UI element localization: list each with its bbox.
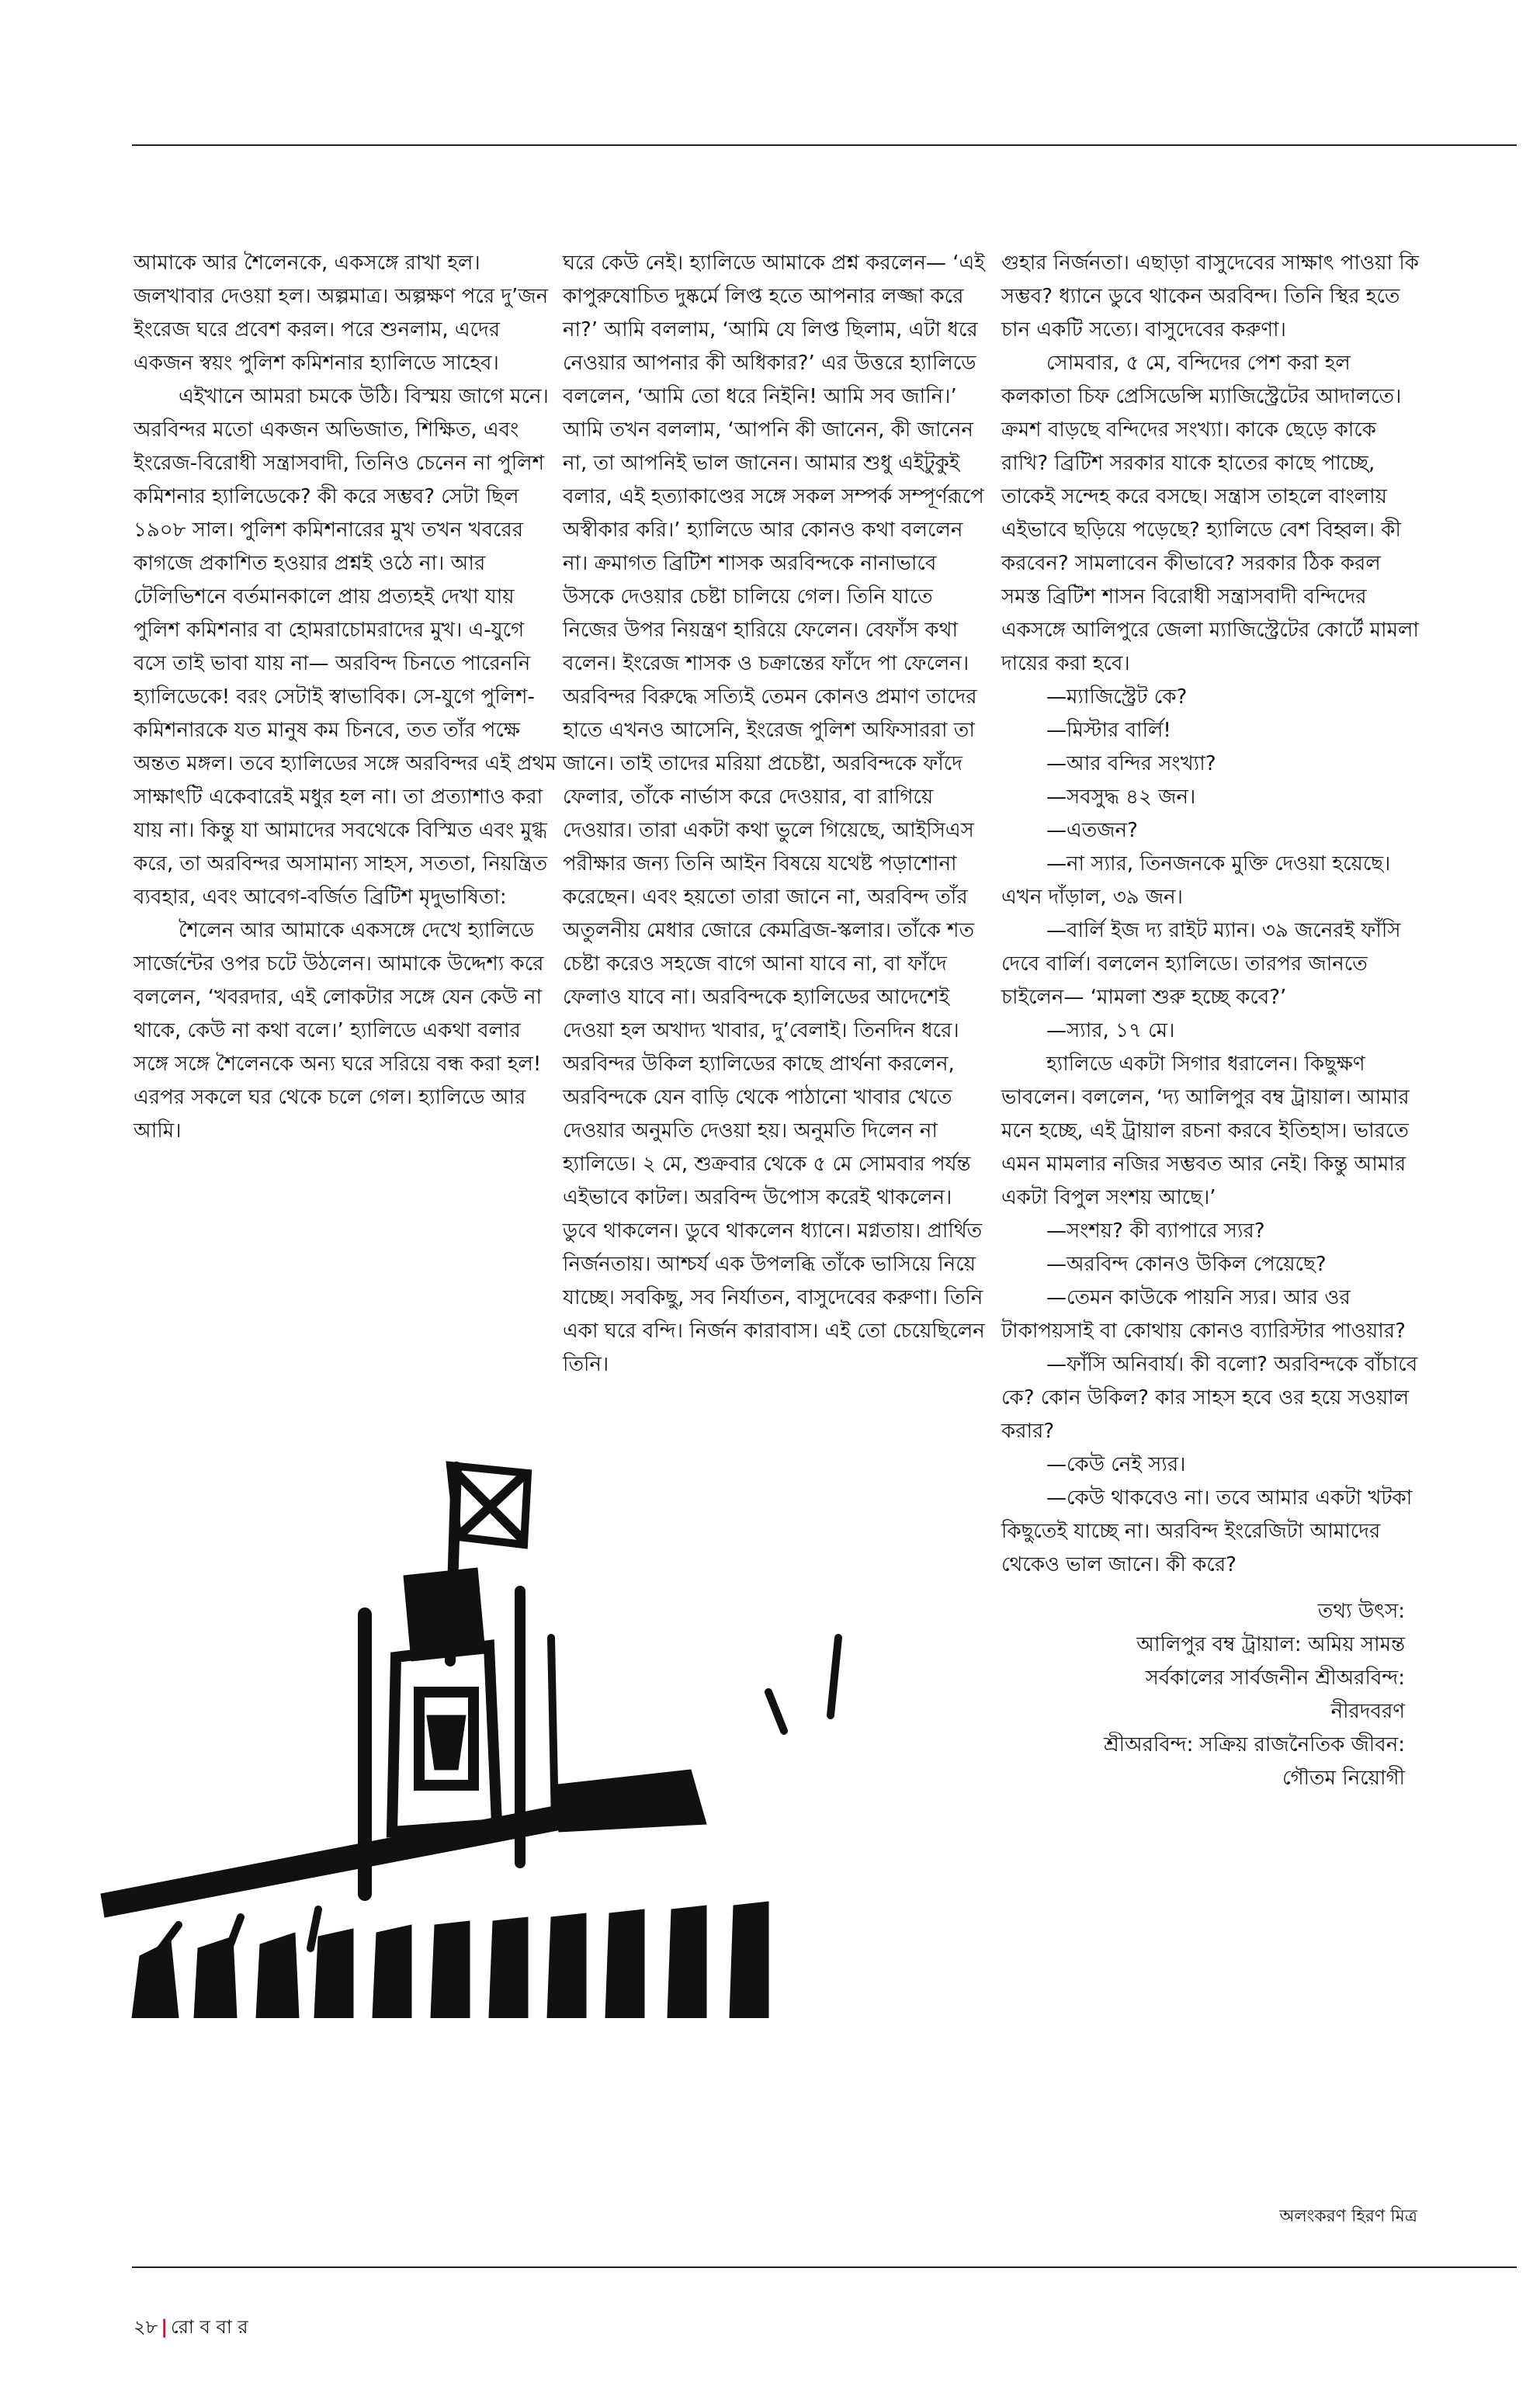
dialogue-line: —বার্লি ইজ দ্য রাইট ম্যান। ৩৯ জনেরই ফাঁসি দেবে বার্লি। বললেন হ্যালিডে। তারপর জানতে চাইলেন— ‘মামলা শুরু হচ্ছে কবে?’ [1001, 919, 1401, 1009]
ink-illustration [85, 1459, 854, 2018]
dialogue-line: —সবসুদ্ধ ৪২ জন। [1046, 786, 1196, 809]
sources-block [1001, 1595, 1405, 1795]
page-number: ২৮ [134, 2316, 158, 2338]
dialogue-line: —মিস্টার বার্লি! [1046, 719, 1171, 742]
dialogue-line: —অরবিন্দ কোনও উকিল পেয়েছে? [1046, 1253, 1327, 1276]
paragraph: এইখানে আমরা চমকে উঠি। বিস্ময় জাগে মনে। অরবিন্দর মতো একজন অভিজাত, শিক্ষিত, এবং ইংরেজ-বিরোধী সন্ত্রাসবাদী, তিনিও চেনেন না পুলিশ কমিশনার হ্যালিডেকে? কী করে সম্ভব? সেটা ছিল ১৯০৮ সাল। পুলিশ কমিশনারের মুখ তখন খবরের কাগজে প্রকাশিত হওয়ার প্রশ্নই ওঠে না। আর টেলিভিশনে বর্তমানকালে প্রায় প্রত্যহই দেখা যায় পুলিশ কমিশনার বা হোমরাচোমরাদের মুখ। এ-যুগে বসে তাই ভাবা যায় না— অরবিন্দ চিনতে পারেননি হ্যালিডেকে! বরং সেটাই স্বাভাবিক। সে-যুগে পুলিশ-কমিশনারকে যত মানুষ কম চিনবে, তত তাঁর পক্ষে অন্তত মঙ্গল। তবে হ্যালিডের সঙ্গে অরবিন্দর এই প্রথম সাক্ষাৎটি একেবারেই মধুর হল না। তা প্রত্যাশাও করা যায় না। কিন্তু যা আমাদের সবথেকে বিস্মিত এবং মুগ্ধ করে, তা অরবিন্দর অসামান্য সাহস, সততা, নিয়ন্ত্রিত ব্যবহার, এবং আবেগ-বর্জিত ব্রিটিশ মৃদুভাষিতা: [134, 385, 557, 909]
paragraph: শৈলেন আর আমাকে একসঙ্গে দেখে হ্যালিডে সার্জেন্টের ওপর চটে উঠলেন। আমাকে উদ্দেশ্য করে বললেন, ‘খবরদার, এই লোকটার সঙ্গে যেন কেউ না থাকে, কেউ না কথা বলে।’ হ্যালিডে একথা বলার সঙ্গে সঙ্গে শৈলেনকে অন্য ঘরে সরিয়ে বন্ধ করা হল! এরপর সকলে ঘর থেকে চলে গেল। হ্যালিডে আর আমি। [134, 919, 544, 1143]
paragraph: আমাকে আর শৈলেনকে, একসঙ্গে রাখা হল। জলখাবার দেওয়া হল। অল্পমাত্র। অল্পক্ষণ পরে দু’জন ইংরেজ ঘরে প্রবেশ করল। পরে শুনলাম, এদের একজন স্বয়ং পুলিশ কমিশনার হ্যালিডে সাহেব। [134, 251, 549, 375]
source-line: সর্বকালের সার্বজনীন শ্রীঅরবিন্দ: [1145, 1666, 1405, 1690]
dialogue-line: —তেমন কাউকে পায়নি স্যর। আর ওর টাকাপয়সাই বা কোথায় কোনও ব্যারিস্টার পাওয়ার? [1001, 1286, 1406, 1343]
dialogue-line: —স্যার, ১৭ মে। [1046, 1019, 1175, 1042]
dialogue-line: —ফাঁসি অনিবার্য। কী বলো? অরবিন্দকে বাঁচাবে কে? কোন উকিল? কার সাহস হবে ওর হয়ে সওয়াল করার? [1001, 1353, 1418, 1443]
source-line: শ্রীঅরবিন্দ: সক্রিয় রাজনৈতিক জীবন: [1104, 1733, 1405, 1757]
dialogue-line: —না স্যার, তিনজনকে মুক্তি দেওয়া হয়েছে। এখন দাঁড়াল, ৩৯ জন। [1001, 852, 1391, 909]
dialogue-line: —ম্যাজিস্ট্রেট কে? [1046, 685, 1188, 709]
footer-separator: | [161, 2316, 168, 2338]
paragraph: গুহার নির্জনতা। এছাড়া বাসুদেবের সাক্ষাৎ পাওয়া কি সম্ভব? ধ্যানে ডুবে থাকেন অরবিন্দ। তিনি স্থির হতে চান একটি সত্যে। বাসুদেবের করুণা। [1001, 251, 1419, 342]
magazine-name: রো ব বা র [170, 2316, 248, 2338]
article-column-1 [134, 247, 559, 1148]
article-column-3 [1001, 247, 1420, 1582]
paragraph: ঘরে কেউ নেই। হ্যালিডে আমাকে প্রশ্ন করলেন— ‘এই কাপুরুষোচিত দুষ্কর্মে লিপ্ত হতে আপনার লজ্জা করে না?’ আমি বললাম, ‘আমি যে লিপ্ত ছিলাম, এটা ধরে নেওয়ার আপনার কী অধিকার?’ এর উত্তরে হ্যালিডে বললেন, ‘আমি তো ধরে নিইনি! আমি সব জানি।’ আমি তখন বললাম, ‘আপনি কী জানেন, কী জানেন না, তা আপনিই ভাল জানেন। আমার শুধু এইটুকুই বলার, এই হত্যাকাণ্ডের সঙ্গে সকল সম্পর্ক সম্পূর্ণরূপে অস্বীকার করি।’ হ্যালিডে আর কোনও কথা বললেন না। ক্রমাগত ব্রিটিশ শাসক অরবিন্দকে নানাভাবে উসকে দেওয়ার চেষ্টা চালিয়ে গেল। তিনি যাতে নিজের উপর নিয়ন্ত্রণ হারিয়ে ফেলেন। বেফাঁস কথা বলেন। ইংরেজ শাসক ও চক্রান্তের ফাঁদে পা ফেলেন। অরবিন্দর বিরুদ্ধে সত্যিই তেমন কোনও প্রমাণ তাদের হাতে এখনও আসেনি, ইংরেজ পুলিশ অফিসাররা তা জানে। তাই তাদের মরিয়া প্রচেষ্টা, অরবিন্দকে ফাঁদে ফেলার, তাঁকে নার্ভাস করে দেওয়ার, বা রাগিয়ে দেওয়ার। তারা একটা কথা ভুলে গিয়েছে, আইসিএস পরীক্ষার জন্য তিনি আইন বিষয়ে যথেষ্ট পড়াশোনা করেছেন। এবং হয়তো তারা জানে না, অরবিন্দ তাঁর অতুলনীয় মেধার জোরে কেমব্রিজ-স্কলার। তাঁকে শত চেষ্টা করেও সহজে বাগে আনা যাবে না, বা ফাঁদে ফেলাও যাবে না। অরবিন্দকে হ্যালিডের আদেশেই দেওয়া হল অখাদ্য খাবার, দু’বেলাই। তিনদিন ধরে। অরবিন্দর উকিল হ্যালিডের কাছে প্রার্থনা করলেন, অরবিন্দকে যেন বাড়ি থেকে পাঠানো খাবার খেতে দেওয়ার অনুমতি দেওয়া হয়। অনুমতি দিলেন না হ্যালিডে। ২ মে, শুক্রবার থেকে ৫ মে সোমবার পর্যন্ত এইভাবে কাটল। অরবিন্দ উপোস করেই থাকলেন। ডুবে থাকলেন। ডুবে থাকলেন ধ্যানে। মগ্নতায়। প্রার্থিত নির্জনতায়। আশ্চর্য এক উপলব্ধি তাঁকে ভাসিয়ে নিয়ে যাচ্ছে। সবকিছু, সব নির্যাতন, বাসুদেবের করুণা। তিনি একা ঘরে বন্দি। নির্জন কারাবাস। এই তো চেয়েছিলেন তিনি। [563, 251, 985, 1376]
top-rule [132, 144, 1517, 146]
paragraph: হ্যালিডে একটা সিগার ধরালেন। কিছুক্ষণ ভাবলেন। বললেন, ‘দ্য আলিপুর বম্ব ট্রায়াল। আমার মনে হচ্ছে, এই ট্রায়াল রচনা করবে ইতিহাস। ভারতে এমন মামলার নজির সম্ভবত আর নেই। কিন্তু আমার একটা বিপুল সংশয় আছে।’ [1001, 1053, 1410, 1209]
sources-heading: তথ্য উৎস: [1317, 1600, 1405, 1623]
dialogue-line: —কেউ থাকবেও না। তবে আমার একটা খটকা কিছুতেই যাচ্ছে না। অরবিন্দ ইংরেজিটা আমাদের থেকেও ভাল জানে। কী করে? [1001, 1486, 1413, 1576]
dialogue-line: —কেউ নেই স্যর। [1046, 1453, 1186, 1476]
article-column-2 [563, 247, 986, 1382]
illustration-credit: অলংকরণ হিরণ মিত্র [1279, 2207, 1417, 2226]
bottom-rule [132, 2266, 1517, 2268]
page-footer [134, 2313, 248, 2344]
source-line: আলিপুর বম্ব ট্রায়াল: অমিয় সামন্ত [1136, 1633, 1405, 1656]
paragraph: সোমবার, ৫ মে, বন্দিদের পেশ করা হল কলকাতা চিফ প্রেসিডেন্সি ম্যাজিস্ট্রেটের আদালতে। ক্রমশ বাড়ছে বন্দিদের সংখ্যা। কাকে ছেড়ে কাকে রাখি? ব্রিটিশ সরকার যাকে হাতের কাছে পাচ্ছে, তাকেই সন্দেহ করে বসছে। সন্ত্রাস তাহলে বাংলায় এইভাবে ছড়িয়ে পড়েছে? হ্যালিডে বেশ বিহ্বল। কী করবেন? সামলাবেন কীভাবে? সরকার ঠিক করল সমস্ত ব্রিটিশ শাসন বিরোধী সন্ত্রাসবাদী বন্দিদের একসঙ্গে আলিপুরে জেলা ম্যাজিস্ট্রেটের কোর্টে মামলা দায়ের করা হবে। [1001, 352, 1419, 675]
dialogue-line: —আর বন্দির সংখ্যা? [1046, 752, 1216, 775]
source-line: নীরদবরণ [1330, 1700, 1405, 1723]
dialogue-line: —সংশয়? কী ব্যাপারে স্যর? [1046, 1219, 1265, 1243]
dialogue-line: —এতজন? [1046, 819, 1138, 842]
source-line: গৌতম নিয়োগী [1282, 1767, 1405, 1790]
